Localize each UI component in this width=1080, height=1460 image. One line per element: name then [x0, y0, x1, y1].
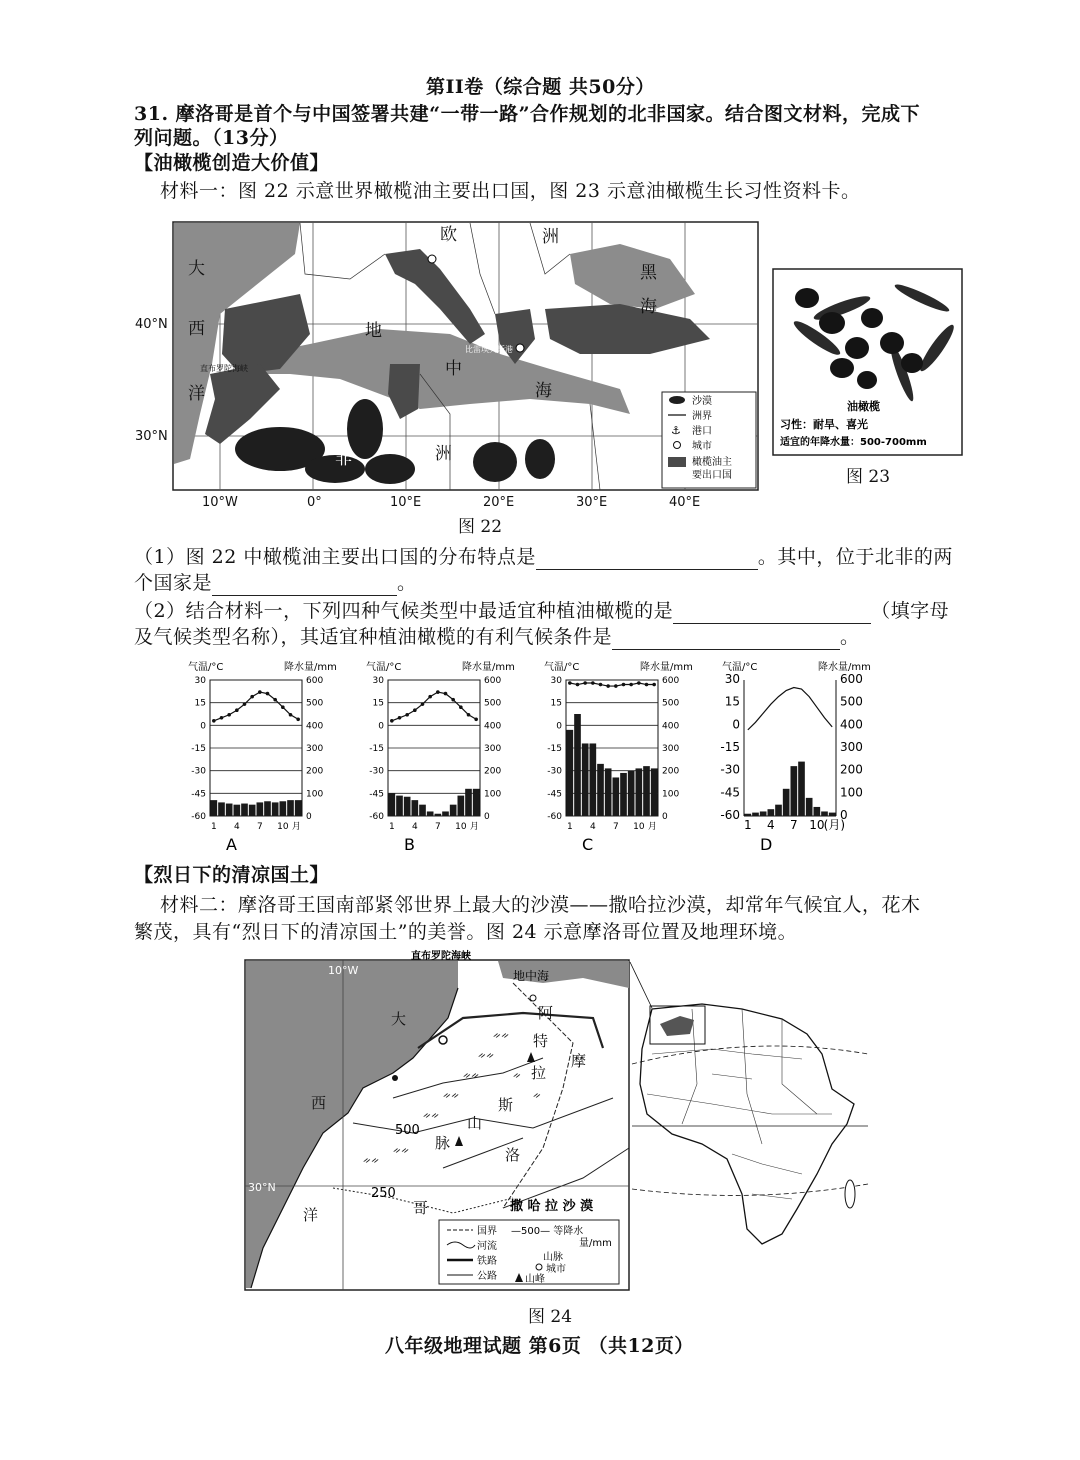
chart-B-rain-tick: 600: [484, 676, 502, 686]
chart-C-rain-bar: [574, 714, 581, 816]
chart-A-rain-bar: [218, 802, 225, 816]
chart-D-temp-tick: -45: [720, 785, 740, 800]
chart-D-rain-tick: 400: [840, 717, 863, 732]
fig24-caption: 图 24: [528, 1307, 573, 1327]
chart-D-temp-tick: -60: [720, 808, 740, 822]
chart-A-rain-axis-label: 降水量/mm: [284, 662, 337, 673]
fig22-africa-char-2: 洲: [435, 444, 452, 464]
chart-C-rain-tick: 600: [662, 676, 680, 686]
fig22-atlantic-char-3: 洋: [188, 384, 205, 404]
svg-text:ᨀᨀ: ᨀᨀ: [443, 1090, 460, 1101]
chart-A-temp-point: [212, 719, 216, 723]
chart-A-rain-bar: [257, 802, 264, 816]
chart-B-rain-tick: 300: [484, 744, 502, 754]
sub2-text-d: 。: [840, 626, 860, 648]
fig22-lon-20e: 20°E: [483, 495, 515, 510]
chart-B-rain-bar: [442, 811, 449, 816]
chart-A-month-tick: 7: [256, 822, 263, 832]
fig22-med-char-1: 地: [365, 321, 382, 341]
chart-D-rain-tick: 0: [840, 808, 848, 822]
chart-D-rain-bar: [814, 807, 821, 816]
chart-C-temp-tick: 15: [550, 698, 562, 709]
chart-D-month-unit: (月): [823, 818, 846, 832]
chart-D-rain-bar: [829, 813, 836, 816]
answer-blank-climate-conditions[interactable]: [612, 630, 840, 650]
chart-B-month-tick: 10: [455, 822, 467, 832]
chart-B-month-tick: 4: [411, 822, 418, 832]
chart-C-month-unit: 月: [647, 822, 657, 832]
fig22-lon-0: 0°: [307, 495, 322, 510]
chart-B-temp-point: [474, 717, 478, 721]
fig24-atlas-char-4: 斯: [498, 1096, 514, 1114]
chart-A-temp-point: [273, 698, 277, 702]
fig23-habit: 习性：耐旱、喜光: [780, 418, 868, 431]
fig24-atlantic-char-3: 洋: [303, 1206, 319, 1224]
chart-B-temp-axis-label: 气温/°C: [366, 662, 402, 673]
chart-B-temp-tick: 30: [372, 676, 384, 686]
climate-charts: [180, 656, 900, 856]
chart-B-temp-point: [436, 690, 440, 694]
chart-C-temp-tick: 0: [556, 721, 562, 732]
fig22-legend: [662, 392, 756, 488]
chart-A-rain-bar: [295, 800, 302, 816]
chart-B-temp-point: [428, 695, 432, 699]
fig22-europe-char-2: 洲: [542, 227, 559, 247]
chart-A-temp-point: [266, 692, 270, 696]
chart-A-rain-bar: [280, 801, 287, 816]
fig24-morocco-char-3: 哥: [413, 1199, 429, 1217]
svg-text:ᨀᨀ: ᨀᨀ: [478, 1050, 495, 1061]
chart-D-rain-bar: [768, 809, 775, 816]
fig22-lon-30e: 30°E: [576, 495, 608, 510]
chart-C-temp-tick: -45: [547, 789, 562, 800]
chart-B-month-tick: 7: [434, 822, 441, 832]
chart-B-rain-tick: 100: [484, 789, 502, 800]
chart-A-month-unit: 月: [291, 822, 301, 832]
chart-C-temp-tick: -30: [547, 766, 562, 777]
chart-C-rain-tick: 200: [662, 766, 680, 777]
chart-D-rain-bar: [745, 814, 752, 816]
svg-text:ᨀᨀ: ᨀᨀ: [463, 1070, 480, 1081]
fig22-legend-city: 城市: [692, 441, 712, 452]
fig24-legend-road: 公路: [477, 1271, 497, 1282]
chart-B-temp-point: [467, 713, 471, 717]
chart-B-temp-line: [392, 692, 476, 721]
fig24-isohyet-500: 500: [395, 1123, 420, 1138]
fig22-europe-char-1: 欧: [440, 225, 457, 245]
fig24-med-label: 地中海: [513, 969, 550, 983]
svg-text:ᨀ: ᨀ: [533, 1090, 542, 1101]
fig22-black-sea-char-2: 海: [640, 297, 657, 317]
chart-C-temp-tick: -15: [547, 744, 562, 754]
sub1-text-b: 。其中，位于北非的两: [757, 546, 953, 568]
fig22-med-char-3: 海: [535, 381, 552, 401]
climate-charts-svg: [180, 656, 900, 856]
svg-text:ᨀᨀ: ᨀᨀ: [393, 1145, 410, 1156]
chart-D-temp-tick: 15: [724, 694, 740, 709]
fig22-lon-40e: 40°E: [669, 495, 701, 510]
chart-C-rain-bar: [590, 743, 597, 816]
fig22-gibraltar-label: 直布罗陀海峡: [200, 364, 248, 373]
question-31-line2: 列问题。（13分）: [134, 127, 289, 149]
fig24-sahara-label: 撒 哈 拉 沙 漠: [510, 1199, 594, 1214]
chart-A-temp-point: [227, 713, 231, 717]
chart-A-rain-tick: 100: [306, 789, 324, 800]
fig23-rainfall: 适宜的年降水量：500-700mm: [780, 437, 927, 448]
chart-B-temp-point: [398, 716, 402, 720]
chart-B-rain-tick: 400: [484, 721, 502, 732]
chart-D-rain-tick: 300: [840, 740, 863, 754]
chart-A-temp-tick: 0: [200, 721, 206, 732]
chart-B-rain-tick: 0: [484, 812, 490, 822]
fig22-legend-exporter-2: 要出口国: [692, 470, 732, 481]
fig24-legend-border: 国界: [477, 1226, 497, 1237]
chart-B-rain-bar: [450, 805, 457, 816]
chart-A-temp-line: [214, 692, 298, 721]
sub-question-2-line1: [134, 598, 949, 624]
chart-B-rain-bar: [419, 805, 426, 816]
chart-B-rain-bar: [435, 814, 442, 816]
fig24-atlantic-char-1: 大: [391, 1010, 407, 1028]
fig24-atlas-char-1: 阿: [538, 1004, 554, 1022]
chart-A-rain-bar: [226, 804, 233, 816]
chart-A-rain-tick: 200: [306, 766, 324, 777]
chart-B-temp-point: [390, 719, 394, 723]
chart-A-month-tick: 10: [277, 822, 289, 832]
chart-B-rain-bar: [427, 811, 434, 816]
fig22-caption: 图 22: [458, 517, 503, 537]
chart-C-rain-bar: [582, 743, 589, 816]
fig24-atlas-char-6: 脉: [435, 1134, 451, 1152]
answer-blank-distribution[interactable]: [536, 550, 758, 570]
chart-A-temp-tick: 15: [194, 698, 206, 709]
africa-location-map: [632, 994, 868, 1254]
answer-blank-climate-type[interactable]: [673, 604, 871, 624]
chart-C-label: C: [582, 835, 594, 854]
chart-D-rain-axis-label: 降水量/mm: [818, 662, 871, 673]
chart-C-temp-tick: -60: [547, 812, 562, 822]
chart-A-temp-axis-label: 气温/°C: [188, 662, 224, 673]
chart-B-temp-point: [421, 702, 425, 706]
chart-A-rain-bar: [272, 802, 279, 816]
chart-C-rain-bar: [597, 764, 604, 816]
chart-B-temp-point: [451, 698, 455, 702]
chart-C-temp-point: [576, 683, 580, 687]
chart-D-month-tick: 4: [767, 818, 775, 832]
chart-C-month-tick: 4: [589, 822, 596, 832]
svg-text:ᨀᨀ: ᨀᨀ: [363, 1155, 380, 1166]
chart-A-rain-bar: [249, 805, 256, 816]
chart-A-temp-point: [281, 705, 285, 709]
chart-B-temp-point: [444, 692, 448, 696]
chart-D-rain-bar: [821, 811, 828, 816]
part2-heading: 【烈日下的清凉国土】: [134, 864, 330, 886]
chart-C-temp-point: [606, 684, 610, 688]
fig24-legend-isohyet: —500— 等降水: [511, 1226, 584, 1237]
chart-B-temp-tick: 15: [372, 698, 384, 709]
chart-B-temp-point: [413, 708, 417, 712]
chart-D-rain-bar: [806, 798, 813, 816]
fig24-atlantic-char-2: 西: [311, 1094, 327, 1112]
chart-A-rain-tick: 400: [306, 721, 324, 732]
svg-text:ᨀ: ᨀ: [513, 1070, 522, 1081]
chart-C-temp-point: [583, 681, 587, 685]
chart-D-temp-tick: -15: [720, 740, 740, 754]
chart-D-month-tick: 7: [790, 818, 798, 832]
chart-A-temp-tick: -15: [191, 744, 206, 754]
chart-D-temp-axis-label: 气温/°C: [722, 662, 758, 673]
chart-A-temp-point: [250, 695, 254, 699]
figure-22-map: [135, 214, 760, 514]
chart-C-rain-bar: [567, 730, 574, 816]
chart-A-rain-bar: [241, 804, 248, 816]
sub1-text-d: 。: [397, 572, 417, 594]
sub-question-1-line2: [134, 570, 417, 596]
fig22-legend-exporter-1: 橄榄油主: [692, 457, 732, 468]
chart-A-month-tick: 1: [210, 822, 217, 832]
chart-A-temp-point: [289, 713, 293, 717]
chart-C-month-tick: 1: [566, 822, 573, 832]
chart-B-temp-tick: -45: [369, 789, 384, 800]
question-31-line1: 31. 摩洛哥是首个与中国签署共建“一带一路”合作规划的北非国家。结合图文材料，完成下: [134, 103, 921, 125]
figure-23-card: [772, 268, 964, 458]
section-title: 第II卷（综合题 共50分）: [426, 76, 655, 98]
fig24-atlas-char-5: 山: [467, 1114, 483, 1132]
chart-D-label: D: [760, 835, 773, 854]
fig24-lat-label: 30°N: [248, 1181, 276, 1194]
chart-C-rain-bar: [620, 773, 627, 816]
chart-A-rain-tick: 300: [306, 744, 324, 754]
fig24-legend-isohyet-unit: 量/mm: [579, 1238, 612, 1249]
chart-B-rain-bar: [458, 796, 465, 816]
chart-B-rain-bar: [412, 800, 419, 816]
chart-A-rain-tick: 0: [306, 812, 312, 822]
sub2-text-a: （2）结合材料一，下列四种气候类型中最适宜种植油橄榄的是: [134, 600, 674, 622]
chart-B-temp-tick: -15: [369, 744, 384, 754]
chart-D-month-tick: 10: [809, 818, 825, 832]
material-two-line2: 繁茂，具有“烈日下的清凉国土”的美誉。图 24 示意摩洛哥位置及地理环境。: [134, 921, 798, 943]
fig22-lat-40: 40°N: [135, 317, 168, 332]
chart-D-temp-tick: 30: [724, 672, 740, 686]
chart-C-temp-point: [637, 681, 641, 685]
chart-C-month-tick: 10: [633, 822, 645, 832]
chart-B-temp-tick: -60: [369, 812, 384, 822]
chart-C-temp-point: [591, 681, 595, 685]
part1-heading: 【油橄榄创造大价值】: [134, 152, 330, 174]
chart-C-temp-point: [614, 684, 618, 688]
fig22-legend-desert: 沙漠: [692, 396, 712, 407]
chart-A-temp-tick: 30: [194, 676, 206, 686]
chart-D-rain-bar: [775, 805, 782, 816]
material-one: 材料一：图 22 示意世界橄榄油主要出口国，图 23 示意油橄榄生长习性资料卡。: [160, 180, 861, 202]
chart-C-temp-point: [645, 683, 649, 687]
chart-A-temp-point: [235, 708, 239, 712]
sub1-text-c: 个国家是: [134, 572, 213, 594]
fig24-legend-mountain: 山脉: [543, 1252, 563, 1263]
chart-A-temp-tick: -45: [191, 789, 206, 800]
chart-C-rain-bar: [643, 766, 650, 816]
fig22-atlantic-char-1: 大: [188, 259, 205, 279]
fig23-caption: 图 23: [846, 467, 891, 487]
chart-B-month-tick: 1: [388, 822, 395, 832]
chart-D-rain-tick: 600: [840, 672, 863, 686]
chart-B-temp-point: [459, 705, 463, 709]
fig22-legend-continent-boundary: 洲界: [692, 411, 712, 422]
fig24-morocco-char-1: 摩: [571, 1052, 587, 1070]
fig24-legend-peak: 山峰: [525, 1274, 545, 1285]
chart-C-temp-point: [599, 683, 603, 687]
fig24-legend: [439, 1220, 619, 1285]
fig22-lat-30: 30°N: [135, 429, 168, 444]
answer-blank-north-africa-countries[interactable]: [212, 576, 397, 596]
chart-C-temp-point: [652, 683, 656, 687]
chart-B-temp-tick: -30: [369, 766, 384, 777]
chart-D-rain-tick: 200: [840, 762, 863, 777]
svg-text:ᨀᨀ: ᨀᨀ: [423, 1110, 440, 1121]
chart-D-rain-bar: [798, 762, 805, 816]
inset-connector: [628, 960, 668, 1020]
chart-A-rain-bar: [287, 800, 294, 816]
figure-24-map: [243, 948, 633, 1294]
chart-C-rain-bar: [651, 768, 658, 816]
chart-C-rain-tick: 300: [662, 744, 680, 754]
chart-A-rain-bar: [211, 800, 218, 816]
chart-A-temp-point: [243, 702, 247, 706]
chart-A-rain-tick: 600: [306, 676, 324, 686]
chart-C-temp-axis-label: 气温/°C: [544, 662, 580, 673]
chart-A-temp-tick: -30: [191, 766, 206, 777]
fig22-lon-10e: 10°E: [390, 495, 422, 510]
chart-C-temp-line: [570, 683, 654, 686]
fig24-isohyet-250: 250: [371, 1186, 396, 1201]
fig22-port-label: 比雷埃夫斯港: [465, 345, 513, 354]
chart-A-month-tick: 4: [233, 822, 240, 832]
sub-question-1-line1: [134, 544, 953, 570]
chart-B-rain-bar: [473, 789, 480, 816]
chart-D-temp-tick: 0: [732, 717, 740, 732]
chart-D-temp-tick: -30: [720, 762, 740, 777]
fig24-atlas-char-3: 拉: [531, 1064, 547, 1082]
fig24-legend-river: 河流: [477, 1241, 497, 1252]
chart-C-rain-bar: [613, 777, 620, 816]
chart-A-rain-bar: [264, 801, 271, 816]
chart-D-rain-tick: 100: [840, 785, 863, 800]
chart-C-rain-tick: 100: [662, 789, 680, 800]
sub2-text-c: 及气候类型名称），其适宜种植油橄榄的有利气候条件是: [134, 626, 613, 648]
sub2-text-b: （填字母: [871, 600, 950, 622]
chart-D-temp-line: [748, 688, 832, 730]
chart-D-rain-tick: 500: [840, 694, 863, 709]
chart-B-temp-point: [405, 713, 409, 717]
fig22-med-char-2: 中: [445, 359, 462, 379]
chart-B-label: B: [404, 835, 415, 854]
sub1-text-a: （1）图 22 中橄榄油主要出口国的分布特点是: [134, 546, 536, 568]
sub-question-2-line2: [134, 624, 860, 650]
chart-B-rain-tick: 200: [484, 766, 502, 777]
fig24-lon-label: 10°W: [328, 964, 359, 977]
chart-C-rain-bar: [605, 768, 612, 816]
chart-B-rain-axis-label: 降水量/mm: [462, 662, 515, 673]
fig22-atlantic-char-2: 西: [188, 319, 205, 339]
chart-C-rain-tick: 500: [662, 698, 680, 709]
chart-A-rain-bar: [234, 805, 241, 816]
chart-A-rain-tick: 500: [306, 698, 324, 709]
chart-B-rain-bar: [396, 796, 403, 816]
chart-B-temp-tick: 0: [378, 721, 384, 732]
fig23-title: 油橄榄: [847, 400, 880, 413]
fig22-lon-10w: 10°W: [202, 495, 238, 510]
chart-C-temp-tick: 30: [550, 676, 562, 686]
chart-B-rain-bar: [404, 797, 411, 816]
chart-C-month-tick: 7: [612, 822, 619, 832]
chart-B-month-unit: 月: [469, 822, 479, 832]
chart-C-rain-tick: 400: [662, 721, 680, 732]
chart-B-rain-tick: 500: [484, 698, 502, 709]
chart-D-rain-bar: [791, 766, 798, 816]
chart-A-label: A: [226, 835, 237, 854]
chart-B-rain-bar: [389, 793, 396, 816]
fig24-legend-city: 城市: [546, 1264, 566, 1275]
chart-A-temp-point: [220, 716, 224, 720]
chart-C-temp-point: [622, 683, 626, 687]
chart-C-rain-tick: 0: [662, 812, 668, 822]
chart-C-rain-axis-label: 降水量/mm: [640, 662, 693, 673]
chart-C-temp-point: [568, 681, 572, 685]
chart-C-rain-bar: [628, 771, 635, 816]
chart-A-temp-point: [258, 690, 262, 694]
fig22-black-sea-char-1: 黑: [640, 263, 657, 283]
chart-A-temp-point: [296, 717, 300, 721]
svg-text:ᨀᨀ: ᨀᨀ: [493, 1030, 510, 1041]
fig24-legend-railway: 铁路: [477, 1256, 497, 1267]
fig24-atlas-char-2: 特: [533, 1032, 549, 1050]
material-two-line1: 材料二：摩洛哥王国南部紧邻世界上最大的沙漠——撒哈拉沙漠，却常年气候宜人，花木: [160, 894, 921, 916]
chart-B-rain-bar: [465, 789, 472, 816]
chart-D-rain-bar: [760, 811, 767, 816]
anchor-icon: ⚓: [671, 424, 681, 437]
fig22-africa-char-1: 非: [335, 449, 352, 469]
chart-D-rain-bar: [752, 813, 759, 816]
page-footer: 八年级地理试题 第6页 （共12页）: [385, 1335, 694, 1357]
chart-D-rain-bar: [783, 789, 790, 816]
chart-A-temp-tick: -60: [191, 812, 206, 822]
chart-C-rain-bar: [636, 768, 643, 816]
fig24-strait-label: 直布罗陀海峡: [411, 951, 471, 962]
chart-C-temp-point: [629, 683, 633, 687]
fig22-legend-port: 港口: [692, 426, 712, 437]
chart-D-month-tick: 1: [744, 818, 752, 832]
fig24-morocco-char-2: 洛: [505, 1146, 521, 1164]
